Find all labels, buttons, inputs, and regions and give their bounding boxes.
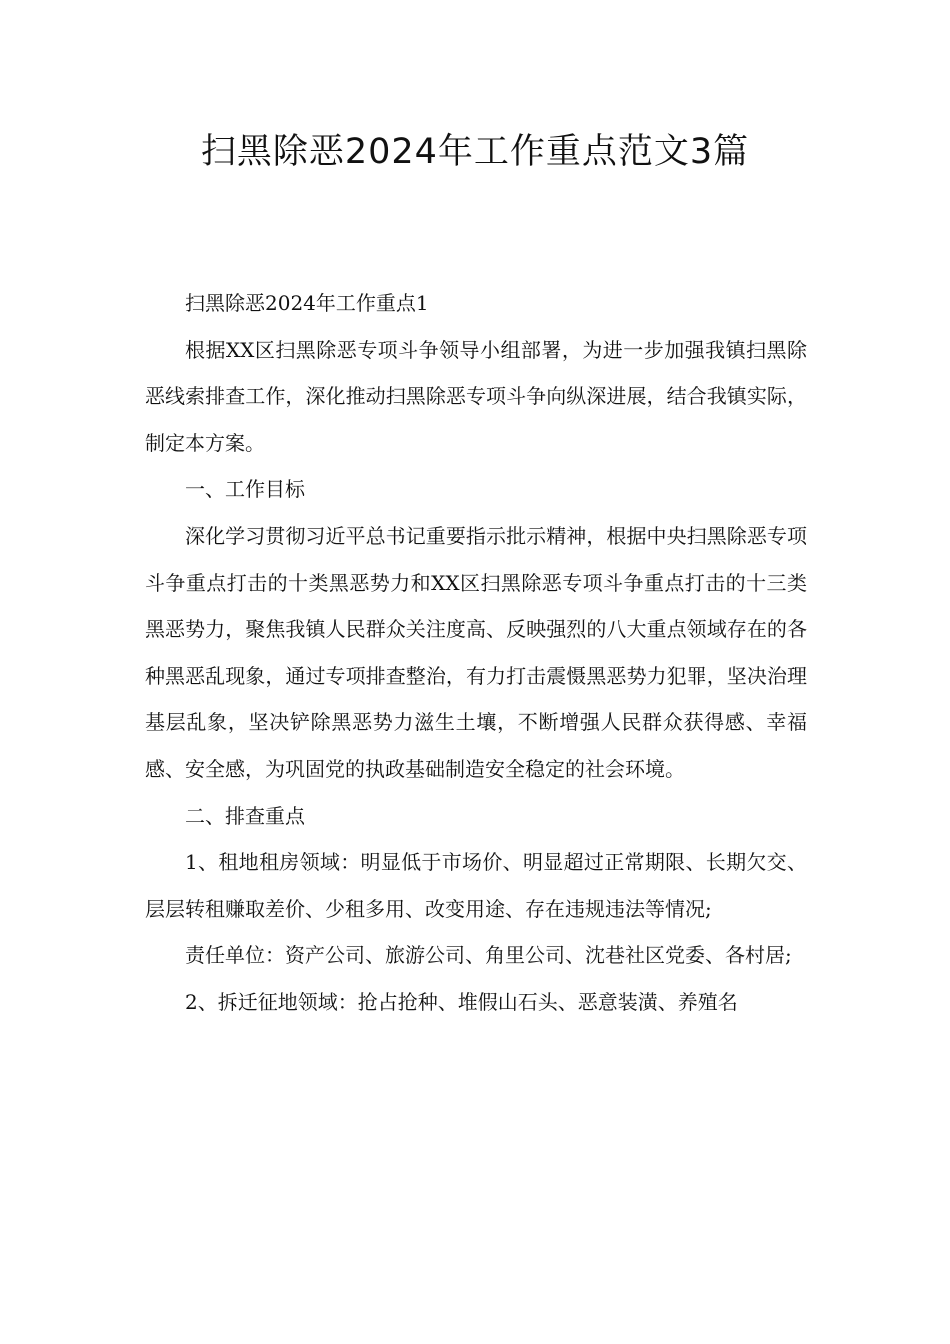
- section-heading-focus: 二、排查重点: [185, 803, 305, 828]
- paragraph-item-2: 2、拆迁征地领域：抢占抢种、堆假山石头、恶意装潢、养殖名: [185, 989, 738, 1014]
- document-title: 扫黑除恶2024年工作重点范文3篇: [200, 132, 750, 172]
- section-heading-1: 扫黑除恶2024年工作重点1: [185, 291, 429, 315]
- document-body: [145, 280, 807, 1026]
- section-heading-goals: 一、工作目标: [185, 477, 305, 502]
- paragraph-responsible-units: 责任单位：资产公司、旅游公司、角里公司、沈巷社区党委、各村居;: [185, 943, 792, 968]
- paragraph-item-1: 1、租地租房领域：明显低于市场价、明显超过正常期限、长期欠交、层层转租赚取差价、少租多用、改变用途、存在违规违法等情况;: [145, 850, 807, 921]
- paragraph-intro: 根据XX区扫黑除恶专项斗争领导小组部署，为进一步加强我镇扫黑除恶线索排查工作，深化推动扫黑除恶专项斗争向纵深进展，结合我镇实际，制定本方案。: [145, 337, 807, 455]
- paragraph-goals: 深化学习贯彻习近平总书记重要指示批示精神，根据中央扫黑除恶专项斗争重点打击的十类黑恶势力和XX区扫黑除恶专项斗争重点打击的十三类黑恶势力，聚焦我镇人民群众关注度高、反映强烈的八大重点领域存在的各种黑恶乱现象，通过专项排查整治，有力打击震慑黑恶势力犯罪，坚决治理基层乱象，坚决铲除黑恶势力滋生土壤，不断增强人民群众获得感、幸福感、安全感，为巩固党的执政基础制造安全稳定的社会环境。: [145, 523, 807, 781]
